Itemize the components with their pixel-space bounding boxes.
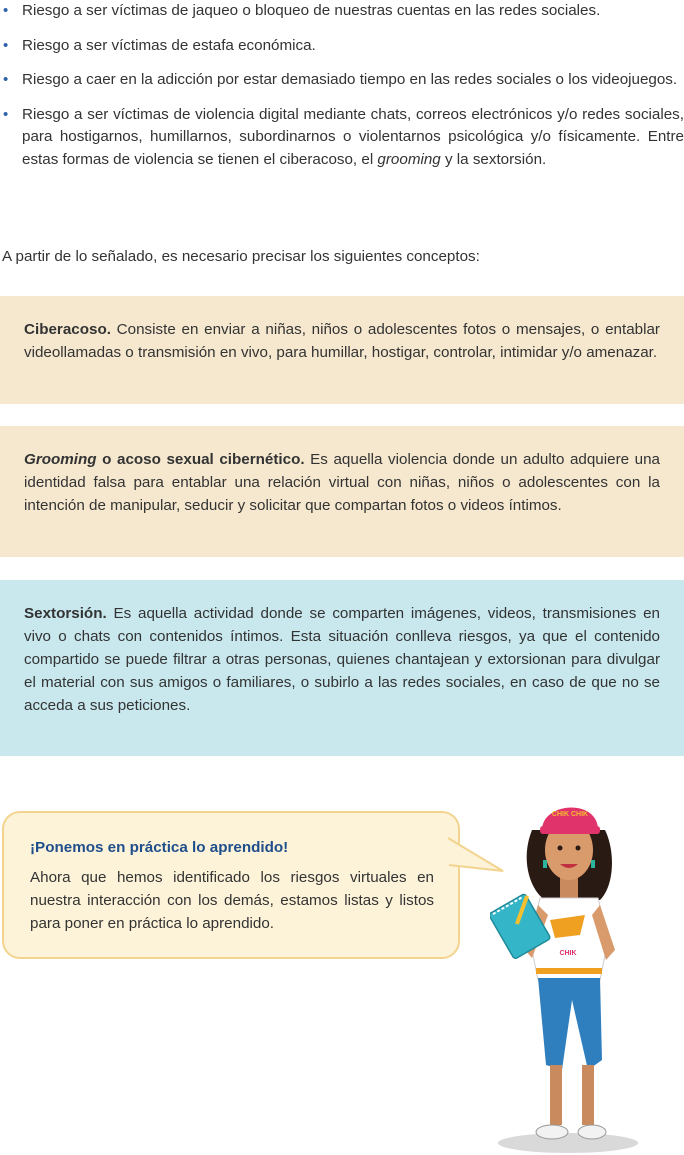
cap-logo: CHIK CHIK — [551, 811, 589, 818]
term-ciberacoso: Ciberacoso. — [24, 321, 111, 338]
term-grooming-rest: o acoso sexual cibernético. — [96, 451, 305, 468]
definition-sextorsion — [0, 580, 684, 756]
risk-text-before: Riesgo a ser víctimas de violencia digital mediante chats, correos electrónicos y/o redes sociales, para hostigarnos, humillarnos, subordinarnos o violentarnos psicológica y/o físicamente. Entre estas formas de violencia se tienen el ciberacoso, el — [22, 105, 684, 168]
risk-text: Riesgo a caer en la adicción por estar demasiado tiempo en las redes sociales o los videojuegos. — [22, 71, 678, 88]
bubble-title: ¡Ponemos en práctica lo aprendido! — [30, 839, 289, 856]
risk-text: Riesgo a ser víctimas de estafa económica. — [22, 36, 316, 54]
bullet-icon: • — [3, 105, 9, 123]
definition-text: Consiste en enviar a niñas, niños o adolescentes fotos o mensajes, o entablar videollamadas o transmisión en vivo, para humillar, hostigar, controlar, intimidar y/o amenazar. — [24, 321, 660, 361]
list-item — [0, 104, 684, 172]
term-grooming-italic: Grooming — [24, 451, 97, 468]
shirt-logo: CHIK — [559, 950, 577, 957]
risk-list — [0, 0, 684, 183]
bubble-text: Ahora que hemos identificado los riesgos virtuales en nuestra interacción con los demás, estamos listas y listos para poner en práctica lo aprendido. — [30, 869, 434, 932]
definition-grooming — [0, 426, 684, 557]
risk-text-after: y la sextorsión. — [440, 150, 547, 168]
term-sextorsion: Sextorsión. — [24, 605, 107, 622]
list-item — [0, 35, 684, 58]
speech-bubble — [2, 811, 460, 959]
bullet-icon: • — [3, 36, 9, 54]
bullet-icon: • — [3, 2, 9, 19]
risk-text: Riesgo a ser víctimas de jaqueo o bloqueo de nuestras cuentas en las redes sociales. — [22, 2, 601, 19]
grooming-italic: grooming — [377, 150, 441, 168]
list-item — [0, 0, 684, 23]
bullet-icon: • — [3, 71, 9, 88]
definition-ciberacoso — [0, 296, 684, 404]
girl-illustration-icon — [490, 790, 650, 1155]
list-item — [0, 69, 684, 92]
definition-text: Es aquella actividad donde se comparten imágenes, videos, transmisiones en vivo o chats con contenidos íntimos. Esta situación conlleva riesgos, ya que el contenido compartido se puede filtrar a otras personas, quienes chantajean y extorsionan para divulgar el material con sus amigos o familiares, o subirlo a las redes sociales, en caso de que no se acceda a sus peticiones. — [24, 605, 660, 714]
definition-text: Es aquella violencia donde un adulto adquiere una identidad falsa para entablar una relación virtual con niñas, niños o adolescentes con la intención de manipular, seducir y solicitar que compartan fotos o videos íntimos. — [24, 451, 661, 514]
intro-paragraph: A partir de lo señalado, es necesario precisar los siguientes conceptos: — [2, 248, 480, 265]
